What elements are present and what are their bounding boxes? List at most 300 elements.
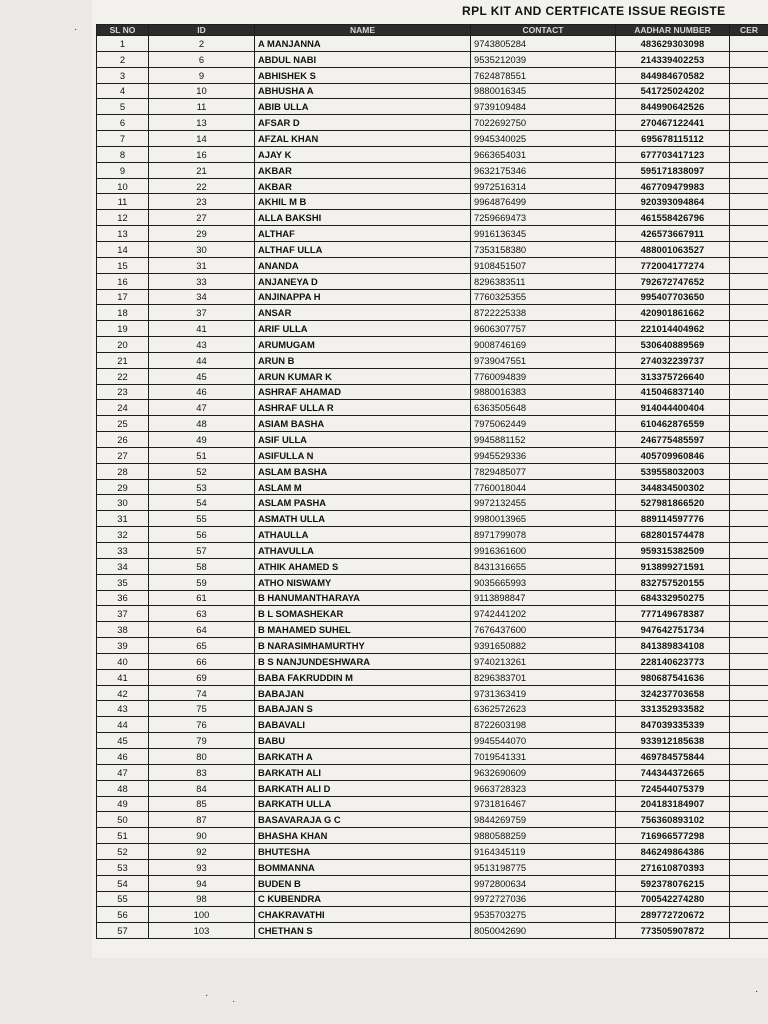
cell-sl-no: 2 [97, 51, 149, 67]
cell-contact: 8722225338 [471, 305, 616, 321]
cell-id: 57 [149, 543, 255, 559]
table-row [97, 558, 768, 574]
cell-contact: 9945529336 [471, 447, 616, 463]
cell-sl-no: 22 [97, 368, 149, 384]
cell-aadhar: 214339402253 [616, 51, 730, 67]
col-header-contact: CONTACT [471, 25, 616, 36]
cell-aadhar: 467709479983 [616, 178, 730, 194]
cell-id: 49 [149, 432, 255, 448]
cell-cert [730, 859, 768, 875]
cell-cert [730, 115, 768, 131]
cell-aadhar: 792672747652 [616, 273, 730, 289]
cell-aadhar: 415046837140 [616, 384, 730, 400]
cell-aadhar: 920393094864 [616, 194, 730, 210]
cell-name: BABA FAKRUDDIN M [255, 669, 471, 685]
cell-sl-no: 10 [97, 178, 149, 194]
col-header-sl-no: SL NO [97, 25, 149, 36]
cell-cert [730, 812, 768, 828]
cell-cert [730, 210, 768, 226]
cell-sl-no: 25 [97, 416, 149, 432]
cell-id: 75 [149, 701, 255, 717]
cell-name: ASIF ULLA [255, 432, 471, 448]
cell-name: AKBAR [255, 178, 471, 194]
cell-contact: 9731816467 [471, 796, 616, 812]
table-row [97, 99, 768, 115]
cell-aadhar: 913899271591 [616, 558, 730, 574]
cell-cert [730, 432, 768, 448]
cell-cert [730, 479, 768, 495]
table-row [97, 653, 768, 669]
cell-cert [730, 923, 768, 939]
cell-aadhar: 773505907872 [616, 923, 730, 939]
cell-aadhar: 933912185638 [616, 733, 730, 749]
table-row [97, 701, 768, 717]
table-row [97, 574, 768, 590]
cell-cert [730, 162, 768, 178]
table-row [97, 432, 768, 448]
cell-contact: 8722603198 [471, 717, 616, 733]
cell-cert [730, 891, 768, 907]
cell-aadhar: 539558032003 [616, 463, 730, 479]
cell-contact: 9880588259 [471, 828, 616, 844]
cell-sl-no: 55 [97, 891, 149, 907]
table-row [97, 289, 768, 305]
cell-aadhar: 530640889569 [616, 337, 730, 353]
cell-id: 43 [149, 337, 255, 353]
cell-cert [730, 463, 768, 479]
cell-cert [730, 622, 768, 638]
cell-name: AFZAL KHAN [255, 131, 471, 147]
cell-name: AJAY K [255, 146, 471, 162]
cell-cert [730, 241, 768, 257]
cell-aadhar: 682801574478 [616, 527, 730, 543]
cell-cert [730, 527, 768, 543]
cell-aadhar: 270467122441 [616, 115, 730, 131]
cell-sl-no: 50 [97, 812, 149, 828]
cell-id: 52 [149, 463, 255, 479]
cell-name: ANANDA [255, 257, 471, 273]
cell-id: 30 [149, 241, 255, 257]
cell-id: 100 [149, 907, 255, 923]
cell-cert [730, 733, 768, 749]
table-row [97, 241, 768, 257]
cell-contact: 8431316655 [471, 558, 616, 574]
cell-id: 21 [149, 162, 255, 178]
cell-aadhar: 695678115112 [616, 131, 730, 147]
table-row [97, 36, 768, 52]
cell-id: 33 [149, 273, 255, 289]
cell-id: 84 [149, 780, 255, 796]
cell-id: 103 [149, 923, 255, 939]
cell-contact: 9972516314 [471, 178, 616, 194]
cell-cert [730, 828, 768, 844]
table-row [97, 812, 768, 828]
cell-id: 34 [149, 289, 255, 305]
table-row [97, 416, 768, 432]
table-row [97, 717, 768, 733]
scan-mark: · [74, 24, 78, 35]
table-row [97, 273, 768, 289]
cell-name: B L SOMASHEKAR [255, 606, 471, 622]
cell-name: BHUTESHA [255, 844, 471, 860]
cell-name: BABU [255, 733, 471, 749]
cell-aadhar: 541725024202 [616, 83, 730, 99]
cell-sl-no: 17 [97, 289, 149, 305]
cell-sl-no: 5 [97, 99, 149, 115]
cell-cert [730, 447, 768, 463]
cell-aadhar: 461558426796 [616, 210, 730, 226]
table-row [97, 162, 768, 178]
cell-id: 83 [149, 764, 255, 780]
cell-name: ASLAM PASHA [255, 495, 471, 511]
cell-contact: 9742441202 [471, 606, 616, 622]
table-row [97, 67, 768, 83]
cell-sl-no: 39 [97, 638, 149, 654]
cell-cert [730, 289, 768, 305]
cell-name: ALTHAF ULLA [255, 241, 471, 257]
cell-id: 90 [149, 828, 255, 844]
table-row [97, 511, 768, 527]
table-header-row [97, 25, 768, 36]
cell-name: BHASHA KHAN [255, 828, 471, 844]
cell-id: 23 [149, 194, 255, 210]
cell-name: BABAVALI [255, 717, 471, 733]
cell-sl-no: 43 [97, 701, 149, 717]
cell-id: 54 [149, 495, 255, 511]
cell-aadhar: 595171838097 [616, 162, 730, 178]
cell-cert [730, 131, 768, 147]
cell-aadhar: 841389834108 [616, 638, 730, 654]
table-row [97, 590, 768, 606]
cell-sl-no: 16 [97, 273, 149, 289]
table-row [97, 622, 768, 638]
cell-cert [730, 875, 768, 891]
cell-sl-no: 14 [97, 241, 149, 257]
cell-id: 14 [149, 131, 255, 147]
cell-cert [730, 653, 768, 669]
cell-name: ATHO NISWAMY [255, 574, 471, 590]
cell-name: ABDUL NABI [255, 51, 471, 67]
table-row [97, 764, 768, 780]
cell-name: BABAJAN S [255, 701, 471, 717]
cell-contact: 9880016345 [471, 83, 616, 99]
cell-sl-no: 35 [97, 574, 149, 590]
cell-contact: 9844269759 [471, 812, 616, 828]
table-row [97, 352, 768, 368]
col-header-name: NAME [255, 25, 471, 36]
cell-id: 2 [149, 36, 255, 52]
cell-aadhar: 405709960846 [616, 447, 730, 463]
cell-name: B S NANJUNDESHWARA [255, 653, 471, 669]
table-row [97, 796, 768, 812]
cell-sl-no: 8 [97, 146, 149, 162]
cell-cert [730, 511, 768, 527]
cell-aadhar: 889114597776 [616, 511, 730, 527]
cell-contact: 8050042690 [471, 923, 616, 939]
cell-id: 13 [149, 115, 255, 131]
cell-contact: 8296383701 [471, 669, 616, 685]
cell-cert [730, 844, 768, 860]
scan-mark: · [232, 996, 236, 1007]
cell-cert [730, 638, 768, 654]
cell-id: 55 [149, 511, 255, 527]
cell-cert [730, 384, 768, 400]
cell-name: BARKATH ULLA [255, 796, 471, 812]
table-row [97, 859, 768, 875]
cell-aadhar: 772004177274 [616, 257, 730, 273]
cell-id: 65 [149, 638, 255, 654]
cell-sl-no: 32 [97, 527, 149, 543]
table-row [97, 384, 768, 400]
cell-id: 98 [149, 891, 255, 907]
cell-id: 22 [149, 178, 255, 194]
cell-contact: 9391650882 [471, 638, 616, 654]
cell-contact: 7019541331 [471, 748, 616, 764]
cell-id: 69 [149, 669, 255, 685]
cell-aadhar: 716966577298 [616, 828, 730, 844]
cell-name: BARKATH ALI D [255, 780, 471, 796]
cell-contact: 9916361600 [471, 543, 616, 559]
cell-sl-no: 45 [97, 733, 149, 749]
col-header-aadhar: AADHAR NUMBER [616, 25, 730, 36]
cell-aadhar: 426573667911 [616, 226, 730, 242]
cell-name: ABHISHEK S [255, 67, 471, 83]
cell-cert [730, 907, 768, 923]
cell-sl-no: 4 [97, 83, 149, 99]
cell-contact: 7760094839 [471, 368, 616, 384]
cell-cert [730, 273, 768, 289]
cell-sl-no: 49 [97, 796, 149, 812]
cell-aadhar: 488001063527 [616, 241, 730, 257]
cell-contact: 9663728323 [471, 780, 616, 796]
cell-id: 48 [149, 416, 255, 432]
cell-name: ANJANEYA D [255, 273, 471, 289]
table-row [97, 178, 768, 194]
cell-sl-no: 29 [97, 479, 149, 495]
register-table [96, 24, 768, 939]
cell-aadhar: 246775485597 [616, 432, 730, 448]
cell-contact: 8296383511 [471, 273, 616, 289]
cell-sl-no: 34 [97, 558, 149, 574]
cell-cert [730, 685, 768, 701]
cell-name: BABAJAN [255, 685, 471, 701]
cell-aadhar: 980687541636 [616, 669, 730, 685]
cell-cert [730, 194, 768, 210]
cell-sl-no: 1 [97, 36, 149, 52]
cell-aadhar: 420901861662 [616, 305, 730, 321]
cell-contact: 9108451507 [471, 257, 616, 273]
cell-name: ASHRAF AHAMAD [255, 384, 471, 400]
cell-id: 87 [149, 812, 255, 828]
cell-sl-no: 19 [97, 321, 149, 337]
cell-cert [730, 305, 768, 321]
cell-contact: 9731363419 [471, 685, 616, 701]
cell-cert [730, 669, 768, 685]
cell-id: 51 [149, 447, 255, 463]
table-row [97, 83, 768, 99]
cell-contact: 9972727036 [471, 891, 616, 907]
cell-contact: 7022692750 [471, 115, 616, 131]
cell-id: 29 [149, 226, 255, 242]
cell-sl-no: 23 [97, 384, 149, 400]
cell-id: 80 [149, 748, 255, 764]
cell-cert [730, 337, 768, 353]
cell-contact: 9945544070 [471, 733, 616, 749]
cell-aadhar: 483629303098 [616, 36, 730, 52]
cell-aadhar: 677703417123 [616, 146, 730, 162]
cell-name: ATHIK AHAMED S [255, 558, 471, 574]
cell-aadhar: 947642751734 [616, 622, 730, 638]
cell-id: 76 [149, 717, 255, 733]
cell-contact: 7760325355 [471, 289, 616, 305]
table-row [97, 463, 768, 479]
cell-name: ALLA BAKSHI [255, 210, 471, 226]
table-row [97, 115, 768, 131]
cell-aadhar: 724544075379 [616, 780, 730, 796]
cell-cert [730, 780, 768, 796]
cell-contact: 9964876499 [471, 194, 616, 210]
cell-sl-no: 56 [97, 907, 149, 923]
cell-name: AKBAR [255, 162, 471, 178]
cell-id: 41 [149, 321, 255, 337]
cell-sl-no: 46 [97, 748, 149, 764]
table-row [97, 907, 768, 923]
cell-sl-no: 57 [97, 923, 149, 939]
cell-name: ALTHAF [255, 226, 471, 242]
cell-name: C KUBENDRA [255, 891, 471, 907]
cell-name: B MAHAMED SUHEL [255, 622, 471, 638]
scan-mark: · [205, 990, 209, 1001]
cell-sl-no: 15 [97, 257, 149, 273]
cell-id: 27 [149, 210, 255, 226]
cell-sl-no: 28 [97, 463, 149, 479]
table-row [97, 146, 768, 162]
cell-contact: 7975062449 [471, 416, 616, 432]
cell-aadhar: 995407703650 [616, 289, 730, 305]
cell-id: 85 [149, 796, 255, 812]
cell-contact: 9632175346 [471, 162, 616, 178]
table-row [97, 780, 768, 796]
cell-contact: 9632690609 [471, 764, 616, 780]
cell-contact: 9739047551 [471, 352, 616, 368]
table-row [97, 194, 768, 210]
cell-id: 46 [149, 384, 255, 400]
cell-contact: 9606307757 [471, 321, 616, 337]
cell-aadhar: 228140623773 [616, 653, 730, 669]
cell-aadhar: 844984670582 [616, 67, 730, 83]
page-title: RPL KIT AND CERTFICATE ISSUE REGISTE [462, 4, 726, 18]
table-row [97, 685, 768, 701]
table-row [97, 447, 768, 463]
cell-id: 66 [149, 653, 255, 669]
cell-id: 64 [149, 622, 255, 638]
cell-cert [730, 352, 768, 368]
cell-contact: 9739109484 [471, 99, 616, 115]
cell-aadhar: 324237703658 [616, 685, 730, 701]
cell-cert [730, 558, 768, 574]
cell-cert [730, 226, 768, 242]
cell-name: ARUN B [255, 352, 471, 368]
cell-id: 44 [149, 352, 255, 368]
cell-contact: 9972132455 [471, 495, 616, 511]
cell-aadhar: 592378076215 [616, 875, 730, 891]
cell-contact: 9972800634 [471, 875, 616, 891]
cell-contact: 7259669473 [471, 210, 616, 226]
cell-cert [730, 416, 768, 432]
cell-cert [730, 36, 768, 52]
table-row [97, 543, 768, 559]
cell-aadhar: 331352933582 [616, 701, 730, 717]
cell-contact: 7829485077 [471, 463, 616, 479]
cell-sl-no: 12 [97, 210, 149, 226]
cell-aadhar: 847039335339 [616, 717, 730, 733]
cell-name: CHETHAN S [255, 923, 471, 939]
cell-contact: 9164345119 [471, 844, 616, 860]
cell-name: ASLAM BASHA [255, 463, 471, 479]
cell-sl-no: 36 [97, 590, 149, 606]
col-header-cert: CER [730, 25, 768, 36]
cell-aadhar: 914044400404 [616, 400, 730, 416]
cell-id: 45 [149, 368, 255, 384]
cell-aadhar: 777149678387 [616, 606, 730, 622]
cell-id: 79 [149, 733, 255, 749]
cell-name: B NARASIMHAMURTHY [255, 638, 471, 654]
cell-cert [730, 748, 768, 764]
cell-contact: 9945340025 [471, 131, 616, 147]
cell-contact: 9008746169 [471, 337, 616, 353]
cell-id: 9 [149, 67, 255, 83]
cell-sl-no: 41 [97, 669, 149, 685]
table-row [97, 479, 768, 495]
cell-id: 11 [149, 99, 255, 115]
cell-contact: 9663654031 [471, 146, 616, 162]
cell-cert [730, 590, 768, 606]
cell-contact: 9980013965 [471, 511, 616, 527]
cell-cert [730, 99, 768, 115]
cell-sl-no: 9 [97, 162, 149, 178]
cell-name: ATHAVULLA [255, 543, 471, 559]
cell-aadhar: 204183184907 [616, 796, 730, 812]
cell-cert [730, 606, 768, 622]
cell-name: ATHAULLA [255, 527, 471, 543]
cell-id: 58 [149, 558, 255, 574]
col-header-id: ID [149, 25, 255, 36]
table-row [97, 875, 768, 891]
cell-aadhar: 527981866520 [616, 495, 730, 511]
cell-sl-no: 11 [97, 194, 149, 210]
cell-aadhar: 744344372665 [616, 764, 730, 780]
table-row [97, 638, 768, 654]
cell-cert [730, 178, 768, 194]
cell-sl-no: 6 [97, 115, 149, 131]
cell-aadhar: 271610870393 [616, 859, 730, 875]
cell-id: 6 [149, 51, 255, 67]
cell-sl-no: 48 [97, 780, 149, 796]
cell-sl-no: 51 [97, 828, 149, 844]
table-row [97, 368, 768, 384]
cell-contact: 9535703275 [471, 907, 616, 923]
cell-aadhar: 756360893102 [616, 812, 730, 828]
cell-id: 47 [149, 400, 255, 416]
cell-contact: 9880016383 [471, 384, 616, 400]
cell-name: ASMATH ULLA [255, 511, 471, 527]
cell-cert [730, 257, 768, 273]
cell-id: 16 [149, 146, 255, 162]
table-row [97, 844, 768, 860]
cell-aadhar: 344834500302 [616, 479, 730, 495]
cell-aadhar: 469784575844 [616, 748, 730, 764]
cell-sl-no: 54 [97, 875, 149, 891]
